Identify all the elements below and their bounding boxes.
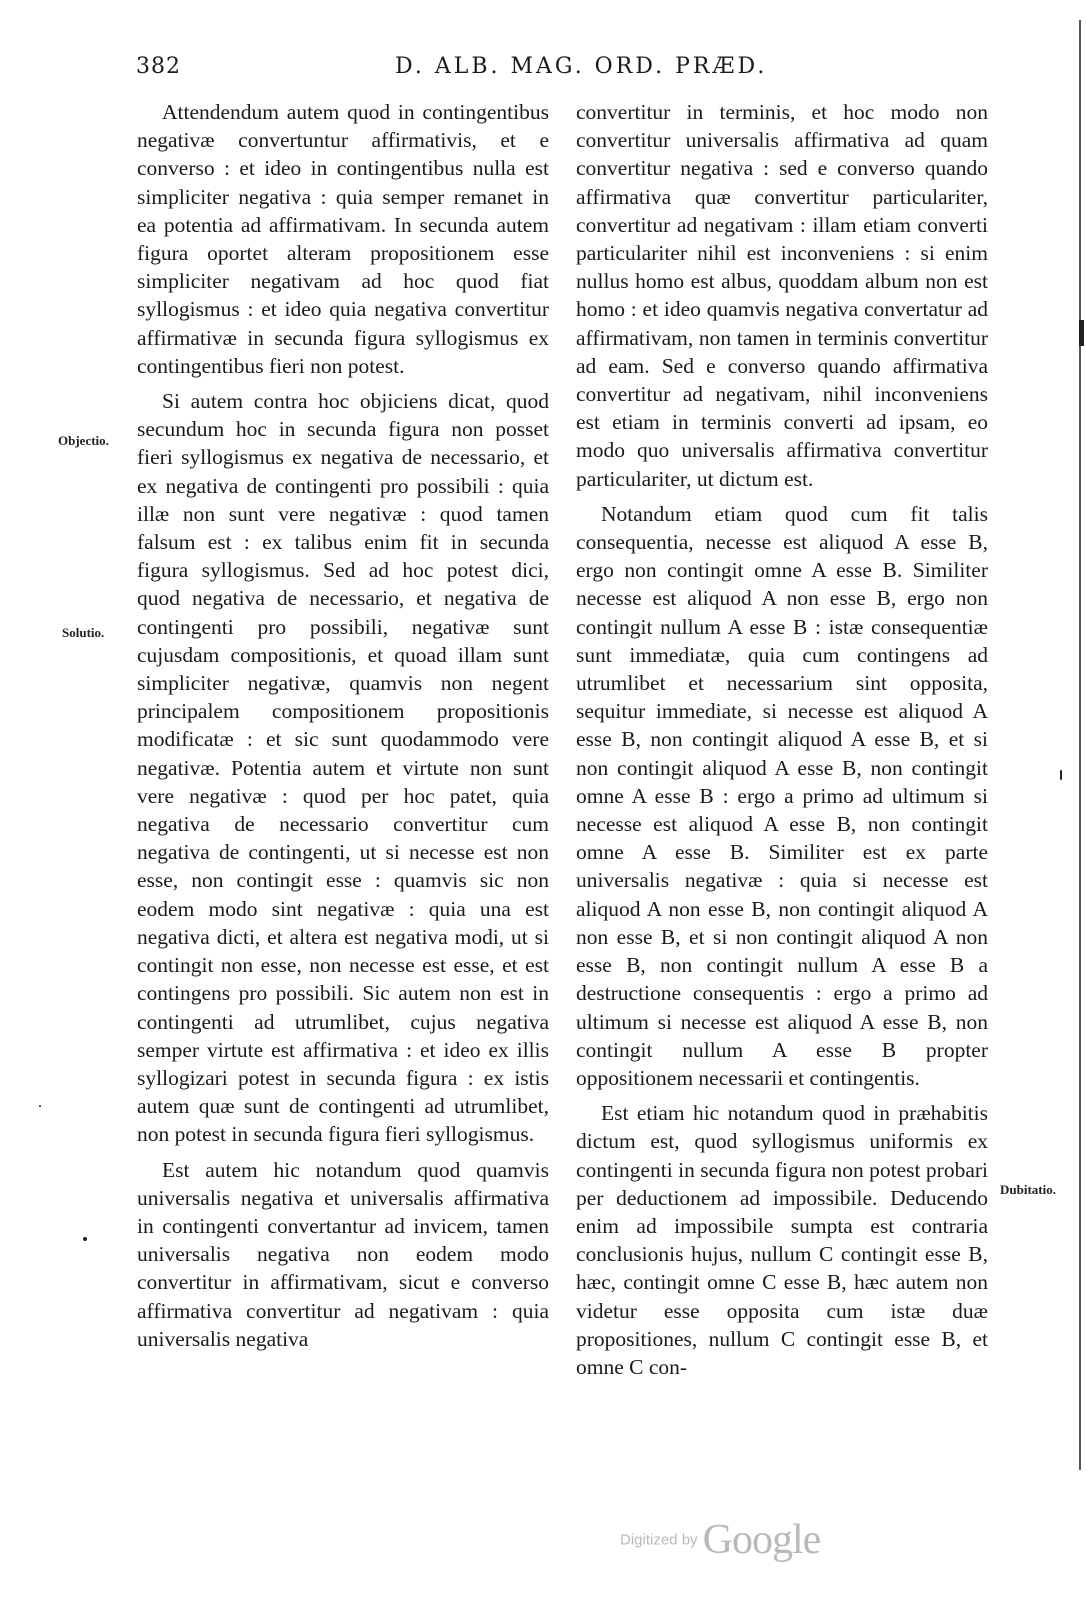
paragraph: Notandum etiam quod cum fit talis consequentia, necesse est aliquod A esse B, ergo non contingit omne A esse B. Similiter necesse est aliquod A non esse B, ergo non contingit nullum A esse B : istæ consequentiæ sunt immediatæ, quia cum contingens ad utrumlibet et necessarium sint opposita, sequitur immediate, si necesse est aliquod A esse B, non contingit aliquod A esse B, et si non contingit aliquod A esse B, non contingit omne A esse B : ergo a primo ad ultimum si necesse est aliquod A esse B, non contingit omne A esse B. Similiter est ex parte universalis negativæ : quia si necesse est aliquod A non esse B, non contingit aliquod A non esse B, et si non contingit aliquod A non esse B, non contingit nullum A esse B a destructione consequentis : ergo a primo ad ultimum si necesse est aliquod A esse B, non contingit nullum A esse B propter oppositionem necessarii et contingentis. (576, 501, 988, 1090)
scan-speck (39, 1105, 41, 1107)
digitized-by-text: Digitized by (620, 1531, 698, 1549)
page-edge-mark (1079, 320, 1084, 346)
margin-note-objectio: Objectio. (58, 433, 109, 448)
scan-speck (1060, 770, 1062, 780)
paragraph: Est etiam hic notandum quod in præhabitis dictum est, quod syllogismus uniformis ex contingenti in secunda figura non potest probari per deductionem ad impossibile. Deducendo enim ad impossibile sumpta est contraria conclusionis hujus, nullum C contingit esse B, hæc, contingit omne C esse B, hæc autem non videtur esse opposita cum istæ duæ propositiones, nullum C contingit esse B, et omne C con- (576, 1101, 988, 1379)
google-logo: Google (702, 1517, 821, 1563)
page-edge-line (1079, 20, 1081, 1470)
right-text-column (576, 98, 988, 1381)
paragraph: convertitur in terminis, et hoc modo non convertitur universalis affirmativa ad quam convertitur negativa : sed e converso quando affirmativa quæ convertitur particulariter, convertitur ad negativam : illam etiam converti particulariter nihil est inconveniens : si enim nullus homo est albus, quoddam album non est homo : et ideo quamvis negativa convertatur ad affirmativam, non tamen in terminis convertitur ad eam. Sed e converso quando affirmativa convertitur ad negativam, nihil inconveniens est etiam in terminis converti ad ipsam, eo modo quo universalis affirmativa convertitur particulariter, ut dictum est. (576, 100, 988, 491)
paragraph: Si autem contra hoc objiciens dicat, quod secundum hoc in secunda figura non posset fieri syllogismus ex negativa de necessario, et ex negativa de contingenti pro possibili : quia illæ non sunt vere negativæ : quod tamen falsum est : ex talibus enim fit in secunda figura syllogismus. Sed ad hoc potest dici, quod negativa de necessario, et negativa de contingenti pro possibili, negativæ sunt cujusdam compositionis, et quoad illam sunt simpliciter negativæ, quamvis non negent principalem compositionem propositionis modificatæ : et sic sunt quodammodo vere negativæ. Potentia autem et virtute non sunt vere negativæ : quod per hoc patet, quia negativa de necessario convertitur cum negativa de contingenti, ut si necesse est non esse, non contingit esse : quamvis sic non eodem modo sint negativæ : quia una est negativa dicti, et altera est negativa modi, ut si contingit non esse, non necesse est esse, et est contingens pro possibili. Sic autem non est in contingenti ad utrumlibet, cujus negativa semper virtute est affirmativa : et ideo ex illis syllogizari potest in secunda figura : ex istis autem quæ sunt de contingenti ad utrumlibet, non potest in secunda figura fieri syllogismus. (137, 389, 549, 1147)
running-head: D. ALB. MAG. ORD. PRÆD. (395, 54, 768, 79)
scan-speck (83, 1237, 87, 1241)
digitization-watermark (620, 1516, 820, 1564)
margin-note-dubitatio: Dubitatio. (1000, 1182, 1056, 1197)
page-header (0, 54, 1086, 86)
page-number: 382 (136, 54, 181, 79)
paragraph: Attendendum autem quod in contingentibus negativæ convertuntur affirmativis, et e converso : et ideo in contingentibus nulla est simpliciter negativa : quia semper remanet in ea potentia ad affirmativam. In secunda autem figura oportet alteram propositionem esse simpliciter negativam ad hoc quod fiat syllogismus : et ideo quia negativa convertitur affirmativæ in secunda figura syllogismus ex contingentibus fieri non potest. (137, 100, 549, 378)
left-text-column (137, 98, 549, 1353)
margin-note-solutio: Solutio. (62, 625, 105, 640)
paragraph: Est autem hic notandum quod quamvis universalis negativa et universalis affirmativa in contingenti convertantur ad invicem, tamen universalis negativa non eodem modo convertitur in affirmativam, sicut e converso affirmativa convertitur ad negativam : quia universalis negativa (137, 1157, 549, 1351)
